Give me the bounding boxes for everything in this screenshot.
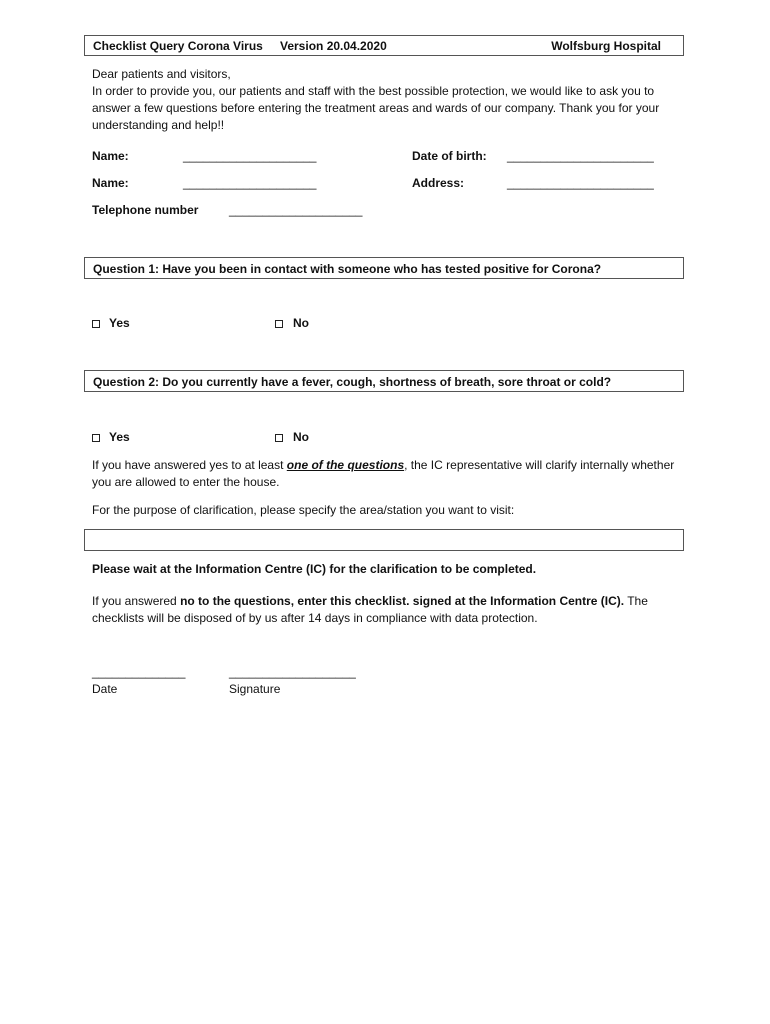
dob-label: Date of birth: (412, 149, 487, 163)
signature-label: Signature (229, 682, 281, 696)
version-label: Version 20.04.2020 (280, 39, 387, 53)
wait-notice: Please wait at the Information Centre (IC) for the clarification to be completed. (92, 562, 537, 576)
intro-body: In order to provide you, our patients and staff with the best possible protection, we would like to ask you to answer a few questions before entering the treatment areas and wards of our company. Thank you for your understanding and help!! (92, 84, 660, 132)
name-field-2[interactable]: ____________________ (183, 176, 317, 190)
name-field-1[interactable]: ____________________ (183, 149, 317, 163)
answered-no-bold: no to the questions, enter this checklist. signed at the Information Centre (IC). (180, 594, 625, 608)
document-title: Checklist Query Corona Virus (93, 39, 263, 53)
q2-yes-checkbox[interactable] (92, 434, 100, 442)
answered-no-post: The checklists will be disposed of by us after 14 days in compliance with data protection. (92, 594, 648, 625)
clarify-emphasis: one of the questions (286, 458, 405, 472)
dob-field[interactable]: ______________________ (507, 149, 654, 163)
q2-no-label: No (293, 430, 309, 444)
q1-yes-label: Yes (109, 316, 130, 330)
greeting: Dear patients and visitors, (92, 67, 231, 81)
purpose-text: For the purpose of clarification, please specify the area/station you want to visit: (92, 503, 515, 517)
area-station-input[interactable] (84, 529, 684, 551)
header-bar (84, 35, 684, 56)
answered-no-paragraph (92, 593, 686, 627)
question-1-box (84, 257, 684, 279)
clarify-paragraph (92, 457, 686, 491)
signature-line[interactable]: ___________________ (229, 665, 356, 679)
phone-label: Telephone number (92, 203, 199, 217)
purpose-paragraph (92, 502, 686, 519)
date-label: Date (92, 682, 118, 696)
address-field[interactable]: ______________________ (507, 176, 654, 190)
date-line[interactable]: ______________ (92, 665, 186, 679)
clarify-post: , the IC representative will clarify internally whether you are allowed to enter the house. (92, 458, 675, 489)
question-2-box (84, 370, 684, 392)
q1-yes-checkbox[interactable] (92, 320, 100, 328)
hospital-name: Wolfsburg Hospital (551, 39, 661, 53)
q2-no-checkbox[interactable] (275, 434, 283, 442)
intro-text (92, 66, 686, 134)
name-label-1: Name: (92, 149, 129, 163)
question-1-text: Question 1: Have you been in contact with someone who has tested positive for Corona? (93, 262, 602, 276)
phone-field[interactable]: ____________________ (229, 203, 363, 217)
name-label-2: Name: (92, 176, 129, 190)
q2-yes-label: Yes (109, 430, 130, 444)
q1-no-checkbox[interactable] (275, 320, 283, 328)
clarify-pre: If you have answered yes to at least (92, 458, 287, 472)
question-2-text: Question 2: Do you currently have a fever, cough, shortness of breath, sore throat or cold? (93, 375, 612, 389)
q1-no-label: No (293, 316, 309, 330)
address-label: Address: (412, 176, 465, 190)
answered-no-pre: If you answered (92, 594, 181, 608)
